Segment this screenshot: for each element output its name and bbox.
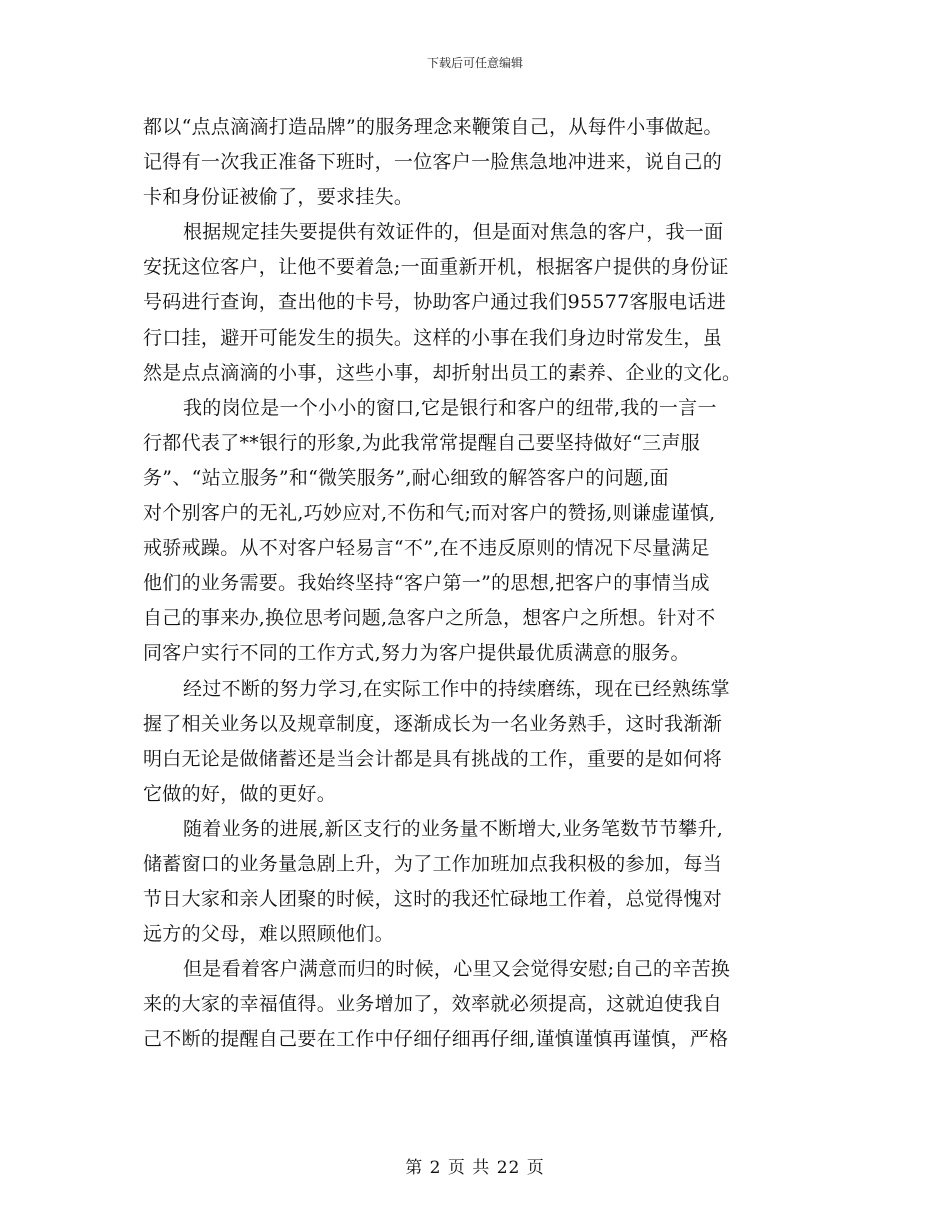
header-note: 下载后可任意编辑	[426, 56, 523, 70]
page-number: 第 2 页 共 22 页	[405, 1158, 545, 1178]
text-line: 储蓄窗口的业务量急剧上升，为了工作加班加点我积极的参加，每当	[143, 852, 723, 875]
text-line: 行口挂，避开可能发生的损失。这样的小事在我们身边时常发生，虽	[143, 326, 723, 349]
text-line: 戒骄戒躁。从不对客户轻易言“不”,在不违反原则的情况下尽量满足	[143, 537, 710, 560]
text-line: 卡和身份证被偷了，要求挂失。	[143, 186, 414, 209]
text-line: 都以“点点滴滴打造品牌”的服务理念来鞭策自己，从每件小事做起。	[143, 116, 723, 138]
text-line: 远方的父母，难以照顾他们。	[143, 923, 394, 946]
text-line: 但是看着客户满意而归的时候，心里又会觉得安慰;自己的辛苦换	[183, 958, 731, 981]
text-line: 来的大家的幸福值得。业务增加了，效率就必须提高，这就迫使我自	[143, 993, 723, 1016]
text-line: 安抚这位客户，让他不要着急;一面重新开机，根据客户提供的身份证	[143, 256, 729, 279]
text-line: 对个别客户的无礼,巧妙应对,不伤和气;而对客户的赞扬,则谦虚谨慎,	[143, 502, 716, 525]
text-line: 记得有一次我正准备下班时，一位客户一脸焦急地冲进来，说自己的	[143, 151, 723, 174]
text-line: 己不断的提醒自己要在工作中仔细仔细再仔细,谨慎谨慎再谨慎，严格	[143, 1028, 729, 1051]
text-line: 务”、“站立服务”和“微笑服务”,耐心细致的解答客户的问题,面	[143, 466, 669, 489]
text-line: 同客户实行不同的工作方式,努力为客户提供最优质满意的服务。	[143, 642, 690, 665]
text-line: 节日大家和亲人团聚的时候，这时的我还忙碌地工作着，总觉得愧对	[143, 888, 723, 911]
text-line: 经过不断的努力学习,在实际工作中的持续磨练，现在已经熟练掌	[183, 677, 730, 700]
text-line: 他们的业务需要。我始终坚持“客户第一”的思想,把客户的事情当成	[143, 572, 710, 595]
text-line: 行都代表了**银行的形象,为此我常常提醒自己要坚持做好“三声服	[143, 431, 701, 454]
text-line: 自己的事来办,换位思考问题,急客户之所急，想客户之所想。针对不	[143, 607, 716, 630]
text-line: 明白无论是做储蓄还是当会计都是具有挑战的工作，重要的是如何将	[143, 747, 723, 770]
text-line: 号码进行查询，查出他的卡号，协助客户通过我们95577客服电话进	[143, 291, 727, 314]
text-line: 我的岗位是一个小小的窗口,它是银行和客户的纽带,我的一言一	[183, 396, 717, 419]
text-line: 然是点点滴滴的小事，这些小事，却折射出员工的素养、企业的文化。	[143, 361, 742, 384]
body-text	[143, 110, 808, 1058]
text-line: 它做的好，做的更好。	[143, 782, 337, 805]
text-line: 根据规定挂失要提供有效证件的，但是面对焦急的客户，我一面	[183, 221, 724, 244]
text-line: 握了相关业务以及规章制度，逐渐成长为一名业务熟手，这时我渐渐	[143, 712, 723, 735]
text-line: 随着业务的进展,新区支行的业务量不断增大,业务笔数节节攀升,	[183, 817, 724, 840]
